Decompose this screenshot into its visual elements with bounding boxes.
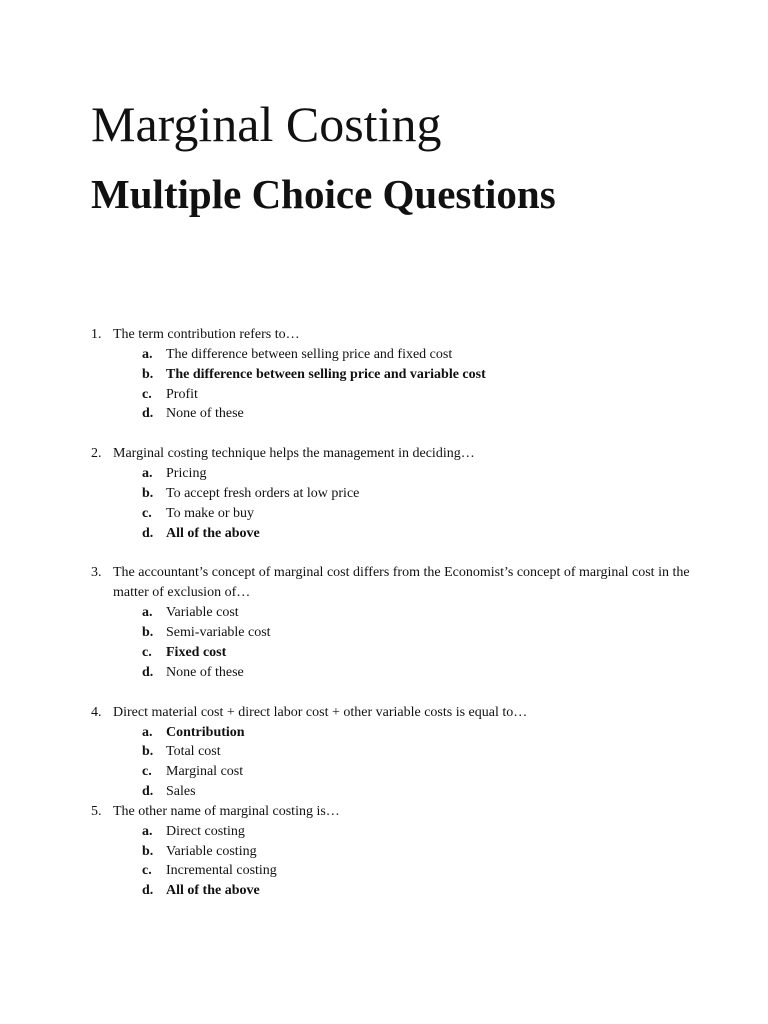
option-c: [91, 762, 691, 782]
question-4: [91, 703, 691, 802]
option-a: [91, 345, 691, 365]
option-text: To make or buy: [166, 505, 255, 521]
question-text: Marginal costing technique helps the management in deciding…: [113, 446, 475, 462]
option-text: Variable cost: [166, 605, 239, 621]
option-list: [91, 464, 691, 543]
question-number: 1.: [91, 327, 102, 342]
option-letter: d.: [142, 883, 154, 899]
question-5: [91, 802, 691, 901]
option-text: Total cost: [166, 744, 221, 760]
option-b: [91, 623, 691, 643]
question-number: 5.: [91, 803, 102, 819]
option-text: All of the above: [166, 883, 260, 899]
option-a: [91, 464, 691, 484]
option-d: [91, 782, 691, 802]
page-subtitle: Multiple Choice Questions: [91, 171, 556, 217]
option-b: [91, 484, 691, 504]
option-letter: d.: [142, 664, 154, 680]
option-text: None of these: [166, 664, 244, 680]
question-number: 2.: [91, 446, 102, 462]
question-3: [91, 563, 691, 682]
option-letter: b.: [142, 366, 154, 382]
option-letter: a.: [142, 823, 153, 839]
option-text: To accept fresh orders at low price: [166, 485, 360, 501]
option-d: [91, 663, 691, 683]
option-letter: b.: [142, 843, 154, 859]
option-text: All of the above: [166, 525, 260, 541]
option-a: [91, 603, 691, 623]
option-text: The difference between selling price and variable cost: [166, 366, 486, 382]
option-a: [91, 822, 691, 842]
option-letter: b.: [142, 485, 154, 501]
option-list: [91, 822, 691, 901]
option-letter: c.: [142, 505, 152, 521]
option-letter: d.: [142, 525, 154, 541]
question-text: Direct material cost + direct labor cost + other variable costs is equal to…: [113, 704, 528, 720]
option-text: Contribution: [166, 724, 245, 740]
option-c: [91, 861, 691, 881]
option-text: Semi-variable cost: [166, 625, 271, 641]
option-b: [91, 365, 691, 385]
question-text: The accountant’s concept of marginal cost differs from the Economist’s concept of marginal cost in the matter of exclusion of…: [113, 565, 690, 601]
option-text: Pricing: [166, 466, 207, 482]
option-d: [91, 404, 691, 424]
option-letter: a.: [142, 605, 153, 621]
option-letter: c.: [142, 644, 152, 660]
question-list: [91, 325, 691, 901]
question-text: The other name of marginal costing is…: [113, 803, 340, 819]
question-2: [91, 444, 691, 543]
option-text: Marginal cost: [166, 764, 244, 780]
option-list: [91, 345, 691, 424]
question-1: [91, 325, 691, 424]
option-letter: d.: [142, 783, 154, 799]
option-text: Direct costing: [166, 823, 245, 839]
option-list: [91, 723, 691, 802]
option-c: [91, 385, 691, 405]
option-letter: d.: [142, 406, 154, 422]
option-text: Sales: [166, 783, 196, 799]
option-letter: b.: [142, 744, 154, 760]
question-text: The term contribution refers to…: [113, 327, 300, 342]
option-letter: c.: [142, 863, 152, 879]
option-b: [91, 742, 691, 762]
option-a: [91, 723, 691, 743]
option-text: Incremental costing: [166, 863, 277, 879]
option-letter: b.: [142, 625, 154, 641]
option-letter: c.: [142, 386, 152, 402]
option-c: [91, 504, 691, 524]
page-title: Marginal Costing: [91, 96, 442, 152]
option-text: Profit: [166, 386, 198, 402]
option-list: [91, 603, 691, 682]
option-text: The difference between selling price and fixed cost: [166, 347, 453, 362]
option-letter: a.: [142, 724, 153, 740]
option-b: [91, 842, 691, 862]
option-text: Fixed cost: [166, 644, 227, 660]
option-c: [91, 643, 691, 663]
option-d: [91, 881, 691, 901]
option-text: None of these: [166, 406, 244, 422]
question-number: 4.: [91, 704, 102, 720]
option-letter: a.: [142, 347, 153, 362]
option-letter: c.: [142, 764, 152, 780]
option-d: [91, 524, 691, 544]
question-number: 3.: [91, 565, 102, 581]
option-letter: a.: [142, 466, 153, 482]
option-text: Variable costing: [166, 843, 257, 859]
